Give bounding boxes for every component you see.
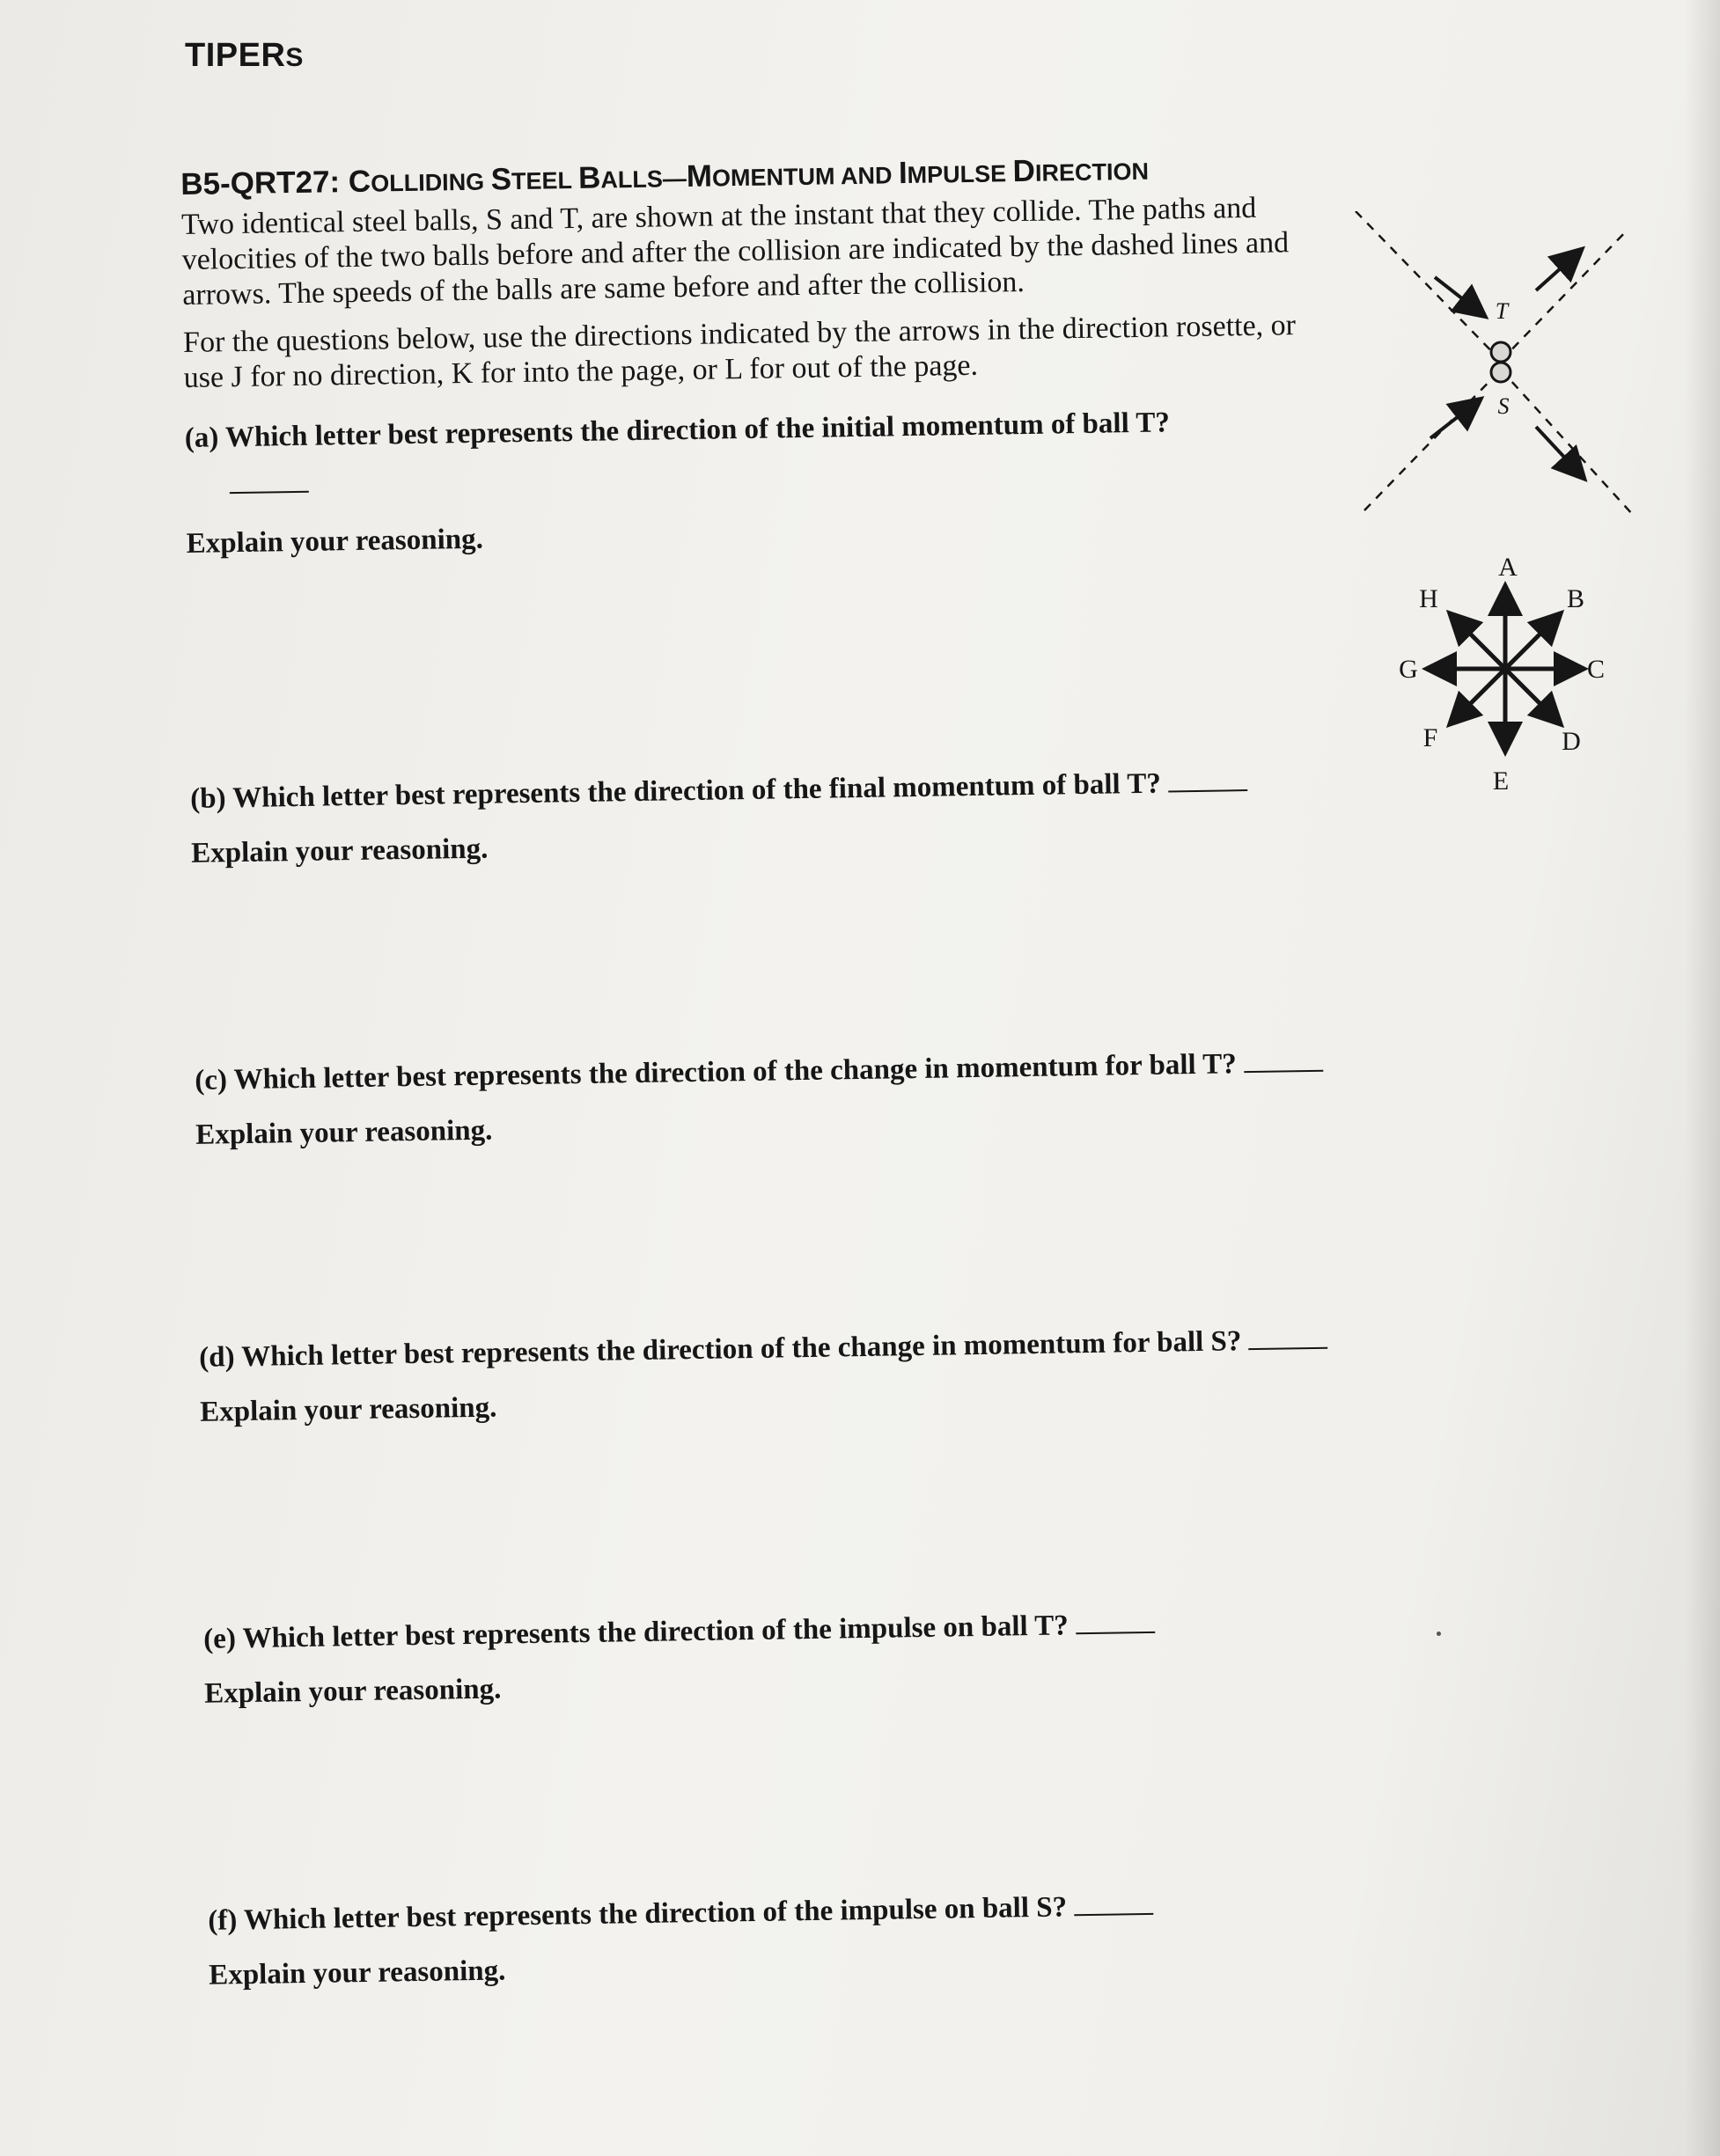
velocity-arrow-s-initial <box>1430 400 1479 438</box>
ball-t <box>1491 342 1511 362</box>
rosette-label-c: C <box>1586 655 1606 684</box>
rosette-label-f: F <box>1422 723 1438 752</box>
title-word: COLLIDING <box>348 164 491 200</box>
title-word: DIRECTION <box>1012 153 1150 189</box>
question-b: (b) Which letter best represents the direction of the final momentum of ball T? <box>190 766 1247 816</box>
answer-blank-e[interactable] <box>1076 1630 1155 1634</box>
explain-label-b: Explain your reasoning. <box>190 832 489 869</box>
paper-speck <box>1437 1632 1441 1636</box>
explain-label-f: Explain your reasoning. <box>208 1954 506 1991</box>
rosette-label-h: H <box>1419 584 1438 613</box>
intro-paragraph: Two identical steel balls, S and T, are shown at the instant that they collide. The paths and velocities of the two balls before and after the collision are indicated by the dashed lines and arrows. The speeds of the balls are same before and after the collision. <box>180 191 1290 312</box>
rosette-arrow-b <box>1505 616 1558 669</box>
rosette-arrow-d <box>1505 669 1558 722</box>
question-c: (c) Which letter best represents the direction of the change in momentum for ball T? <box>195 1047 1323 1097</box>
title-word: IMPULSE <box>898 156 1013 191</box>
path-s-after <box>1501 370 1633 515</box>
rosette-arrow-f <box>1452 669 1505 722</box>
question-e: (e) Which letter best represents the direction of the impulse on ball T? <box>203 1609 1155 1656</box>
answer-blank-c[interactable] <box>1244 1068 1323 1073</box>
header <box>185 37 304 75</box>
ball-t-label: T <box>1495 298 1509 324</box>
rosette-label-e: E <box>1492 766 1510 796</box>
problem-code: B5-QRT27: <box>180 165 349 202</box>
ball-s-label: S <box>1497 393 1510 419</box>
explain-label-e: Explain your reasoning. <box>203 1673 502 1710</box>
rosette-label-b: B <box>1566 584 1585 613</box>
instructions-paragraph: For the questions below, use the directions indicated by the arrows in the direction rosette, or use J for no direction, K for into the page, or L for out of the page. <box>182 309 1297 394</box>
direction-rosette <box>1360 537 1624 810</box>
velocity-arrow-t-initial <box>1435 277 1483 315</box>
collision-diagram <box>1338 211 1637 528</box>
explain-label-a: Explain your reasoning. <box>186 523 484 560</box>
explain-label-d: Explain your reasoning. <box>199 1391 497 1428</box>
answer-blank-a[interactable] <box>230 491 309 494</box>
page-edge-shadow <box>1685 0 1720 2156</box>
rosette-label-d: D <box>1562 727 1581 756</box>
title-word: BALLS— <box>577 160 687 195</box>
ball-s <box>1491 363 1511 382</box>
title-word: STEEL <box>490 162 579 197</box>
question-f: (f) Which letter best represents the direction of the impulse on ball S? <box>208 1890 1153 1938</box>
question-a: (a) Which letter best represents the direction of the initial momentum of ball T? <box>184 407 1171 454</box>
header-prefix: TIPER <box>185 37 286 74</box>
path-s-before <box>1364 370 1501 510</box>
answer-blank-d[interactable] <box>1248 1346 1327 1350</box>
answer-blank-b[interactable] <box>1168 788 1247 792</box>
rosette-label-g: G <box>1399 655 1418 684</box>
title-word: MOMENTUM AND <box>686 158 900 194</box>
explain-label-c: Explain your reasoning. <box>195 1114 493 1151</box>
path-t-after <box>1501 229 1628 361</box>
rosette-label-a: A <box>1498 553 1518 582</box>
answer-blank-f[interactable] <box>1074 1911 1153 1916</box>
question-d: (d) Which letter best represents the direction of the change in momentum for ball S? <box>199 1324 1328 1375</box>
rosette-arrow-h <box>1452 616 1505 669</box>
header-suffix: S <box>285 43 304 72</box>
path-t-before <box>1356 211 1501 361</box>
problem-content <box>180 150 1328 1991</box>
